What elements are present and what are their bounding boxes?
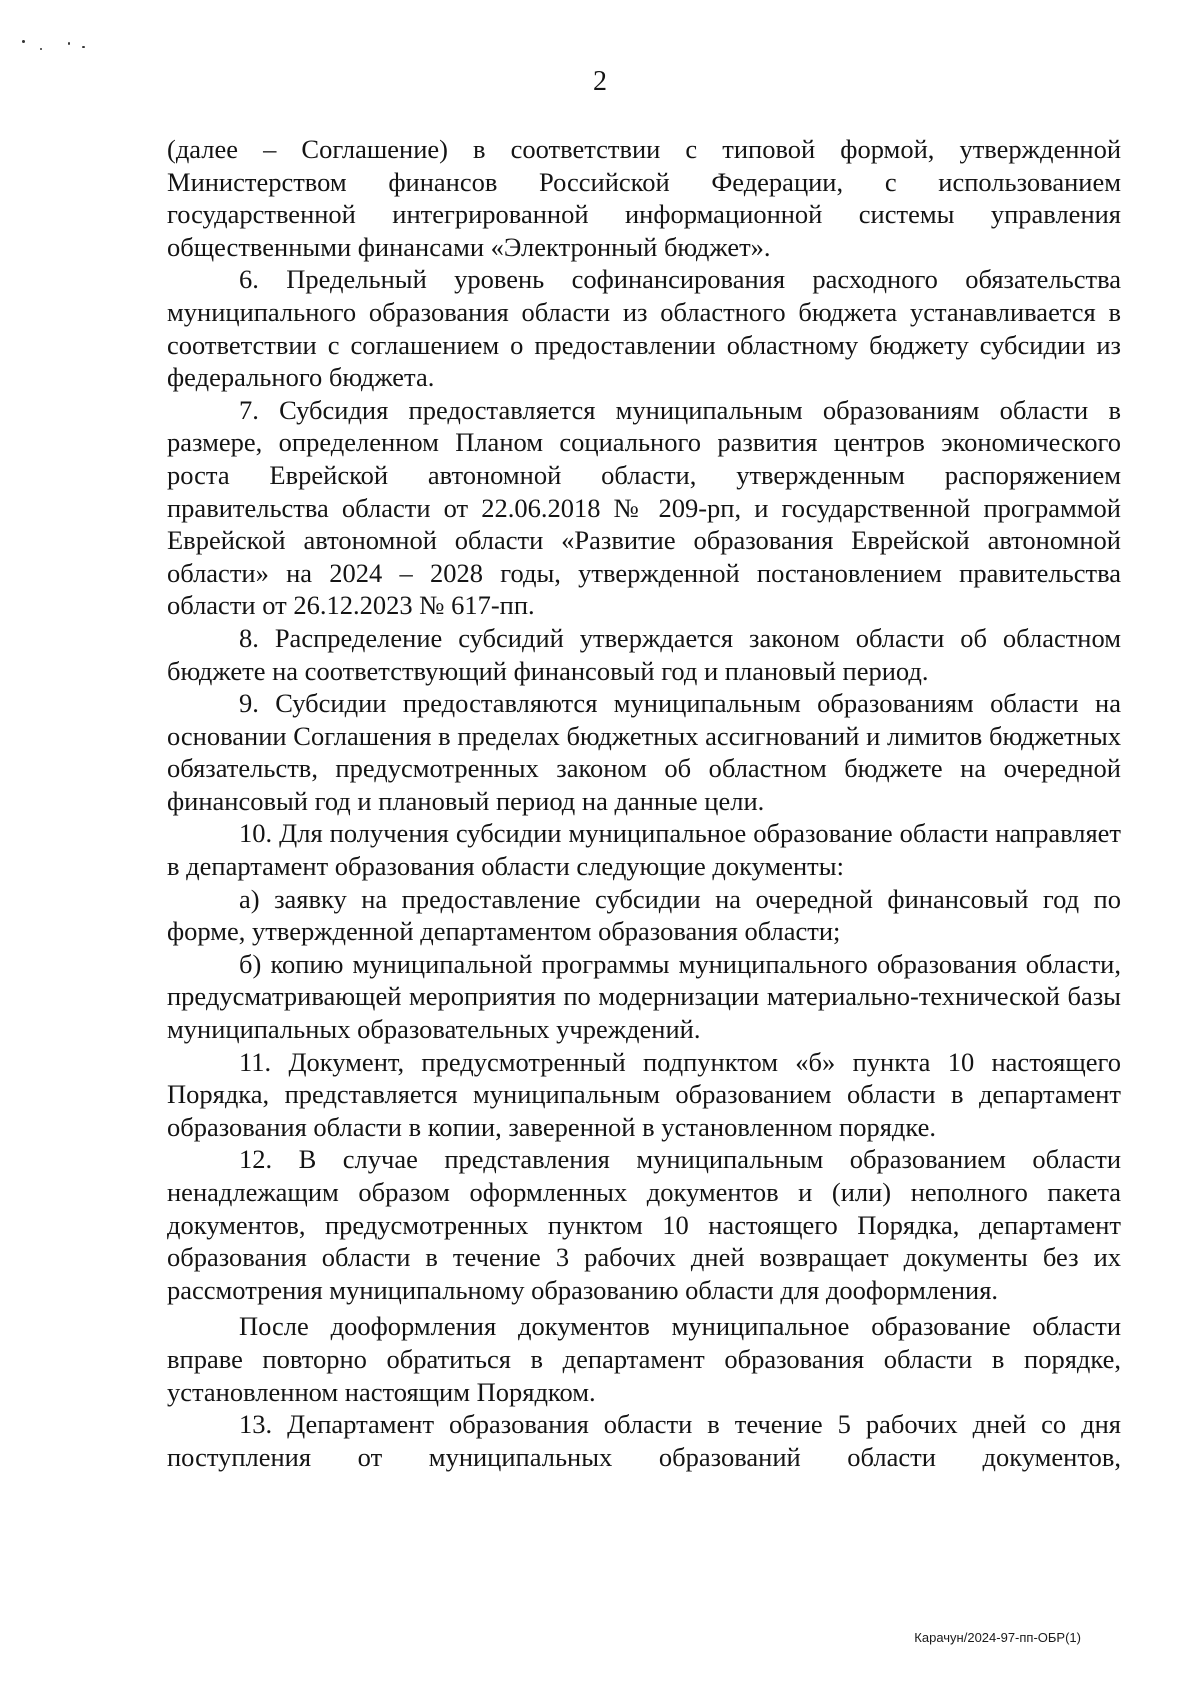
paragraph-12: 12. В случае представления муниципальным образованием области ненадлежащим образом оформленных документов и (или) неполного пакета документов, предусмотренных пунктом 10 настоящего Порядка, департамент образования области в течение 3 рабочих дней возвращает документы без их рассмотрения муниципальному образованию области для дооформления. <box>167 1144 1121 1305</box>
scan-speck <box>68 42 70 45</box>
page-number: 2 <box>593 66 607 97</box>
paragraph-12-continuation: После дооформления документов муниципальное образование области вправе повторно обратиться в департамент образования области в порядке, установленном настоящим Порядком. <box>167 1311 1121 1407</box>
paragraph-13: 13. Департамент образования области в течение 5 рабочих дней со дня поступления от муниципальных образований области документов, <box>167 1409 1121 1472</box>
paragraph-8: 8. Распределение субсидий утверждается законом области об областном бюджете на соответствующий финансовый год и плановый период. <box>167 622 1121 686</box>
document-footer-code: Карачун/2024-97-пп-ОБР(1) <box>914 1630 1081 1645</box>
document-body <box>167 133 1121 1473</box>
paragraph-9: 9. Субсидии предоставляются муниципальным образованиям области на основании Соглашения в пределах бюджетных ассигнований и лимитов бюджетных обязательств, предусмотренных законом об областном бюджете на очередной финансовый год и плановый период на данные цели. <box>167 688 1121 816</box>
subparagraph-b: б) копию муниципальной программы муниципального образования области, предусматривающей мероприятия по модернизации материально-технической базы муниципальных образовательных учреждений. <box>167 948 1121 1045</box>
paragraph-10: 10. Для получения субсидии муниципальное образование области направляет в департамент образования области следующие документы: <box>167 818 1121 882</box>
scan-speck <box>22 40 25 43</box>
subparagraph-a: а) заявку на предоставление субсидии на очередной финансовый год по форме, утвержденной департаментом образования области; <box>167 883 1121 947</box>
paragraph-6: 6. Предельный уровень софинансирования расходного обязательства муниципального образования области из областного бюджета устанавливается в соответствии с соглашением о предоставлении областному бюджету субсидии из федерального бюджета. <box>167 264 1121 393</box>
scan-speck <box>82 46 85 48</box>
paragraph-11: 11. Документ, предусмотренный подпунктом «б» пункта 10 настоящего Порядка, представляется муниципальным образованием области в департамент образования области в копии, заверенной в установленном порядке. <box>167 1046 1121 1142</box>
paragraph-continuation: (далее – Соглашение) в соответствии с типовой формой, утвержденной Министерством финансов Российской Федерации, с использованием государственной интегрированной информационной системы управления общественными финансами «Электронный бюджет». <box>167 134 1121 262</box>
scan-speck <box>40 48 42 50</box>
paragraph-7: 7. Субсидия предоставляется муниципальным образованиям области в размере, определенном Планом социального развития центров экономического роста Еврейской автономной области, утвержденным распоряжением правительства области от 22.06.2018 № 209-рп, и государственной программой Еврейской автономной области «Развитие образования Еврейской автономной области» на 2024 – 2028 годы, утвержденной постановлением правительства области от 26.12.2023 № 617-пп. <box>167 394 1121 621</box>
